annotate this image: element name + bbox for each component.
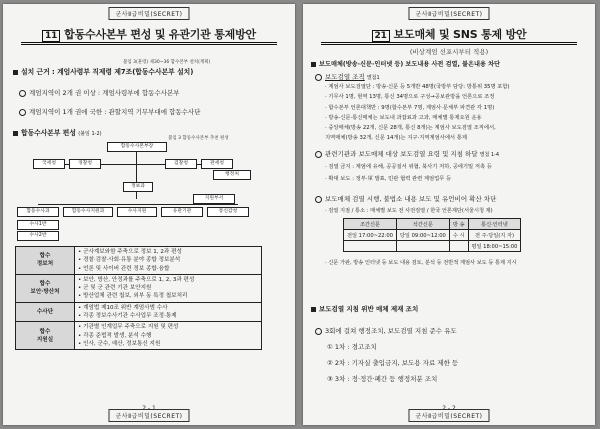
table-cell: 평일 18:00~15:00 [468,241,521,252]
org-node-mid: 정보과 [123,182,153,192]
list-item: · 기무사 1명, 현역 13명, 통신 34명으로 구성→공보관방을 언론으로 조정 [325,94,495,100]
table-cell: 당일 09:00~12:00 [396,230,449,241]
table-cell-body: • 기관별 인계업무 주축으로 지원 및 편성 • 각종 준법적 발생, 분석 수행 • 인사, 군수, 예산, 정보통신 지원 [75,322,262,350]
org-node-bottom: 수사지원 [117,207,157,217]
org-node-bottom: 합동수사과 [17,207,59,217]
classification-stamp-top: 군사Ⅱ급비밀(SECRET) [408,7,489,20]
table-cell-body: • 보안, 방산, 안정과를 주축으로 1, 2, 3과 편성 • 군 및 군 관련 기관 보안지원 • 방산업체 관련 첩보, 외부 동 특정 첩보처리 [75,274,262,302]
circle-bullet-icon [19,109,26,116]
page-title [3,26,295,42]
org-node-bottom: 합동수사지원과 [63,207,113,217]
title-number: 21 [372,30,390,42]
org-node-leaf: 수사1반 [17,220,59,230]
title-text: 보도매체 및 SNS 통제 방안 [393,28,527,41]
table-row [16,247,262,275]
org-node-top: 합동수사본부장 [107,142,167,152]
circle-bullet-icon [315,196,322,203]
org-node-mid-right: 지원부서 [193,194,235,204]
org-heading: 합동수사본부 편성 (불임 1-2) [13,127,102,137]
list-item: · 중앙매체(방송 22개, 신문 28개, 통신 8개)는 계엄사 보도검열 조직에서, [325,125,496,131]
list-item: ③ 3차 : 정·정간·폐간 등 행정처분 조치 [327,375,438,383]
table-cell: 전일 17:00~22:00 [344,230,397,241]
circle-bullet-icon [315,328,322,335]
unit-table [15,246,262,350]
table-cell [449,241,468,252]
table-cell-body: • 군사계보와함 주축으로 정보 1, 2과 편성 • 경찰·검찰·사회·유통 분야 종합 정보분석 • 언론 및 사이버 관련 정보 종합·융합 [75,247,262,275]
table-cell-body: • 계엄법 제10조 위반 계엄사범 수사 • 각종 정보수사기관 수사업무 조정·통제 [75,302,262,322]
org-line [38,204,238,205]
table-cell [344,241,397,252]
table-header: 석간신문 [396,219,449,230]
org-node: 관세청 [201,159,233,169]
section1c-heading: 보도매체 검열 시행, 불법소 내용 보도 및 유언비어 확산 차단 [315,194,496,203]
schedule-table [343,218,521,252]
basis-item: 계엄지역이 1개 권에 국한 : 관할지역 기무부대에 합동수사단 [19,107,201,116]
section2-heading: 보도검열 지침 위반 매체 제재 조치 [311,304,418,313]
org-note: 불임 3 합동수사본부 추천 편성 [168,136,229,141]
org-node-leaf: 수사2반 [17,231,59,241]
square-bullet-icon [311,62,316,67]
basis-heading: 설치 근거 : 계엄사령부 직제령 제7조(합동수사본부 설치) [13,66,193,76]
table-cell-head: 합수 지원실 [16,322,75,350]
circle-bullet-icon [19,90,26,97]
org-node: 검찰청 [165,159,197,169]
table-row [16,274,262,302]
list-item: · 신문 가판, 방송 인터넷 등 보도 내용 검토, 분석 등 전반적 계엄사 보도 등 통제 지시 [325,260,517,266]
classification-stamp-bottom: 군사Ⅱ급비밀(SECRET) [408,409,489,422]
page-number: 2 - 2 [442,405,456,412]
section1a-heading: 보도검열 조직 별첨1 [315,72,380,81]
org-node-bottom: 유관기관 [161,207,203,217]
table-cell: 전 주·당일(지 자) [468,230,521,241]
table-cell: 수 시 [449,230,468,241]
table-header: 통신·인터넷 [468,219,521,230]
square-bullet-icon [13,131,18,136]
org-node-side: 행정처 [213,170,251,180]
title-underline [321,42,577,45]
org-node: 경찰청 [69,159,101,169]
list-item: · 계엄사 보도검열단 : 방송·신문 등 5개반 48명(국방부 담당: 방통위 35명 포함) [325,84,510,90]
title-text: 합동수사본부 편성 및 유관기관 통제방안 [64,28,256,41]
table-cell-head: 합수 보안·방산처 [16,274,75,302]
table-row [344,230,521,241]
list-item: · 확대 보도 : 정부·軍 발표, 민관 협력 관련 계엄업무 등 [325,176,452,182]
table-row [344,219,521,230]
title-underline [21,42,277,45]
section1-heading: 보도매체(방송·신문·인터넷 등) 보도내용 사전 검열, 불온내용 차단 [311,59,500,68]
basis-item: 계엄지역이 2개 권 이상 : 계엄사령부에 합동수사본부 [19,88,180,97]
table-cell [396,241,449,252]
section2-intro: 3회에 걸쳐 행정조치, 보도검열 지침 준수 유도 [315,326,457,335]
table-cell-head: 수사단 [16,302,75,322]
square-bullet-icon [311,307,316,312]
circle-bullet-icon [315,151,322,158]
square-bullet-icon [13,70,18,75]
list-item: · 합수본부 언론대책반 : 9명(합수본부 7명, 계엄사·문체부 파견관 각 1명) [325,105,495,111]
list-item: · 검열 금지 : 계엄에 유해, 공공질서 위협, 북사기 저하, 공에기밀 저촉 등 [325,164,492,170]
list-item: ② 2차 : 기자실 출입금지, 보도용 자료 제한 등 [327,359,459,367]
org-node-bottom: 통신감청 [207,207,249,217]
list-item: ① 1차 : 경고조치 [327,343,377,351]
classification-stamp-bottom: 군사Ⅱ급비밀(SECRET) [108,409,189,422]
title-number: 11 [42,30,60,42]
right-page [303,4,595,425]
table-cell-head: 합수 정보처 [16,247,75,275]
page-title [303,26,595,42]
section1b-heading: 관련기관과 보도매체 대상 보도검열 요령 및 지침 하달 별첨 1-4 [315,149,499,158]
table-row [16,302,262,322]
table-header: 조간신문 [344,219,397,230]
list-item: 지역매체(방송 32개, 신문 14개)는 지구·지역계엄사에서 통제 [325,135,467,141]
circle-bullet-icon [315,74,322,81]
table-header: 방 송 [449,219,468,230]
org-node: 국세청 [33,159,65,169]
list-item: · 방송·신문·통신매체는 보도내 과잡료과 고과, 매체별 통제요원 운용 [325,115,482,121]
basis-note: 불임 3(훈령) 제30~36 합수본부 설치(계획) [123,60,211,65]
table-row [344,241,521,252]
page-number: 2 - 1 [142,405,156,412]
table-row [16,322,262,350]
classification-stamp-top: 군사Ⅱ급비밀(SECRET) [108,7,189,20]
left-page [3,4,295,425]
list-item: · 검열 지점 / 통소 : 매체별 보도 전 사전검열 / 한국 언론재단(서울시청 제) [325,208,493,214]
page-subtitle: (비상계엄 선포시부터 적용) [409,48,489,56]
